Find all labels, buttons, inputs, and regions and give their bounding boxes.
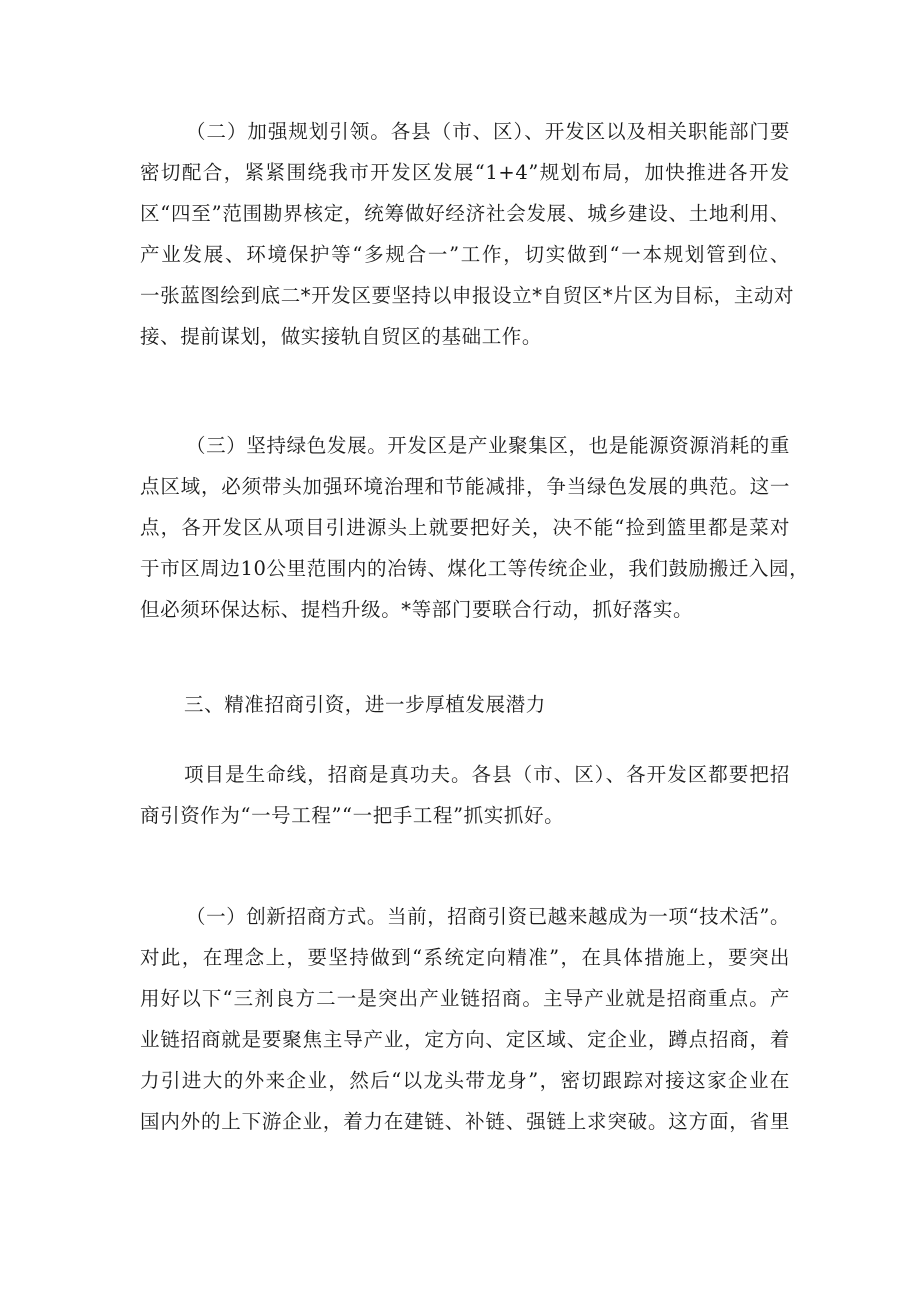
text-line: 用好以下“三剂良方二一是突出产业链招商。主导产业就是招商重点。产 [140, 987, 790, 1010]
text-line: 国内外的上下游企业，着力在建链、补链、强链上求突破。这方面，省里 [140, 1110, 790, 1133]
text-line: 一张蓝图绘到底二*开发区要坚持以申报设立*自贸区*片区为目标，主动对 [140, 284, 795, 307]
text-line: 对此，在理念上，要坚持做到“系统定向精准”，在具体措施上，要突出 [140, 946, 790, 969]
text-line: 力引进大的外来企业，然后“以龙头带龙身”，密切跟踪对接这家企业在 [140, 1069, 790, 1092]
paragraph-green-development [140, 425, 810, 630]
text-line: 于市区周边10公里范围内的冶铸、煤化工等传统企业，我们鼓励搬迁入园， [140, 557, 810, 580]
section-heading-three [140, 684, 790, 725]
text-line: （一）创新招商方式。当前，招商引资已越来越成为一项“技术活”。 [186, 905, 791, 928]
text-line: 商引资作为“一号工程”“一把手工程”抓实抓好。 [140, 804, 565, 827]
paragraph-innovate-investment [140, 896, 790, 1142]
text-line: 点区域，必须带头加强环境治理和节能减排，争当绿色发展的典范。这一 [140, 475, 790, 498]
text-line: 项目是生命线，招商是真功夫。各县（市、区）、各开发区都要把招 [184, 763, 790, 786]
paragraph-investment-intro [140, 754, 790, 836]
paragraph-strengthen-planning [140, 111, 795, 357]
text-line: （二）加强规划引领。各县（市、区）、开发区以及相关职能部门要 [186, 120, 790, 143]
text-line: 接、提前谋划，做实接轨自贸区的基础工作。 [140, 325, 543, 348]
heading-text: 三、精准招商引资，进一步厚植发展潜力 [184, 693, 546, 716]
text-line: 业链招商就是要聚焦主导产业，定方向、定区域、定企业，蹲点招商，着 [140, 1028, 790, 1051]
text-line: 但必须环保达标、提档升级。*等部门要联合行动，抓好落实。 [140, 598, 694, 621]
text-line: 密切配合，紧紧围绕我市开发区发展“1+4”规划布局，加快推进各开发 [140, 161, 790, 184]
text-line: 区“四至”范围勘界核定，统筹做好经济社会发展、城乡建设、土地利用、 [140, 202, 790, 225]
text-line: 点，各开发区从项目引进源头上就要把好关，决不能“捡到篮里都是菜对 [140, 516, 790, 539]
text-line: （三）坚持绿色发展。开发区是产业聚集区，也是能源资源消耗的重 [186, 434, 790, 457]
text-line: 产业发展、环境保护等“多规合一”工作，切实做到“一本规划管到位、 [140, 243, 790, 266]
